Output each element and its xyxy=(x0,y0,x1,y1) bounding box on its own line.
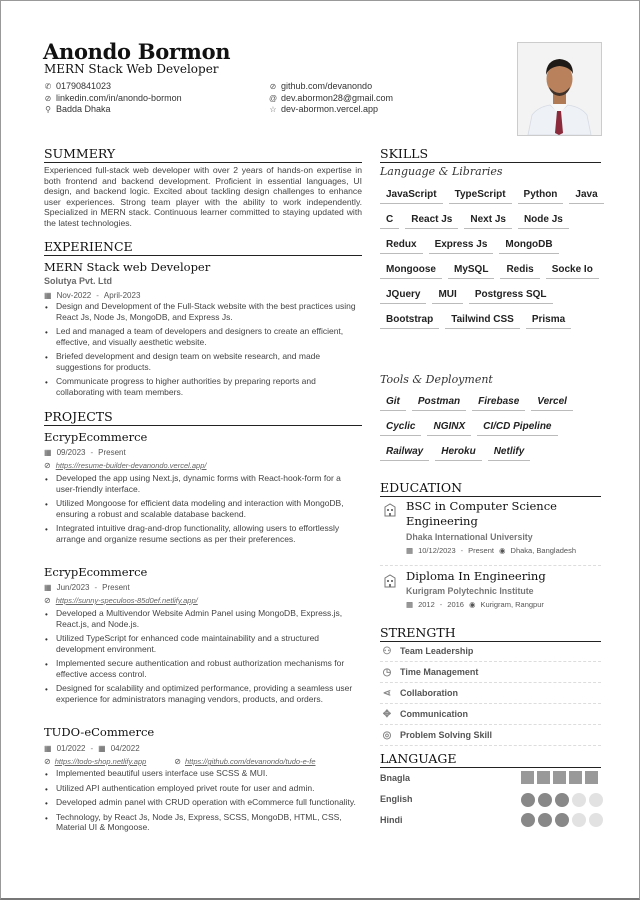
skill-tag: JQuery xyxy=(380,286,426,304)
strength-item xyxy=(380,704,601,725)
divider xyxy=(380,565,601,566)
project-dates xyxy=(44,583,130,592)
languages-subheading: Language & Libraries xyxy=(380,165,503,178)
skill-tag: Postman xyxy=(412,393,466,411)
date-separator: - xyxy=(90,448,94,457)
project-link[interactable]: https://resume-builder-devanondo.vercel.app/ xyxy=(55,461,207,470)
skill-tag: Socke Io xyxy=(546,261,599,279)
project-link[interactable]: https://todo-shop.netlify.app xyxy=(54,757,147,766)
date-separator: - xyxy=(90,744,94,753)
list-item: • Utilized Mongoose for efficient data modeling and interaction with MongoDB, ensuring a robust and scalable database backend. xyxy=(44,498,362,519)
list-item: • Briefed development and design team on website research, and made suggestions for products. xyxy=(44,351,362,372)
skill-tag: Redis xyxy=(500,261,539,279)
strength-item xyxy=(380,725,601,746)
skill-tag: React Js xyxy=(405,211,458,229)
broadcast-icon: ◎ xyxy=(382,729,392,741)
project-repo-link[interactable]: https://github.com/devanondo/tudo-e-fe xyxy=(185,757,316,766)
link-icon: ⊘ xyxy=(269,81,277,91)
edu-start: 10/12/2023 xyxy=(418,546,456,555)
skill-tag: Firebase xyxy=(472,393,525,411)
strength-item xyxy=(380,662,601,683)
edu-end: 2016 xyxy=(447,600,464,609)
skill-tag: Python xyxy=(518,186,564,204)
project-bullets xyxy=(44,608,362,708)
share-icon: ⋖ xyxy=(382,687,392,699)
level-indicator xyxy=(553,771,566,784)
language-level-bangla xyxy=(521,771,598,784)
level-indicator xyxy=(521,813,535,827)
location-icon: ◉ xyxy=(468,600,476,609)
calendar-icon: ▦ xyxy=(44,448,52,457)
level-indicator xyxy=(585,771,598,784)
strength-label: Communication xyxy=(400,709,469,719)
strength-heading: STRENGTH xyxy=(380,625,601,642)
edu-start: 2012 xyxy=(418,600,435,609)
level-indicator xyxy=(555,813,569,827)
avatar-illustration xyxy=(518,43,601,135)
language-heading: LANGUAGE xyxy=(380,751,601,768)
project-link-row[interactable] xyxy=(44,596,198,605)
strength-label: Team Leadership xyxy=(400,646,474,656)
contact-linkedin[interactable] xyxy=(44,93,182,103)
language-name: English xyxy=(380,794,413,804)
skill-tag: Express Js xyxy=(429,236,494,254)
date-separator: - xyxy=(94,583,98,592)
at-icon: @ xyxy=(269,93,278,103)
linkedin-link[interactable]: linkedin.com/in/anondo-bormon xyxy=(56,93,182,103)
list-item: • Communicate progress to higher authorities by preparing reports and collaborating with team members. xyxy=(44,376,362,397)
level-indicator xyxy=(538,813,552,827)
list-item: • Designed for scalability and optimized performance, providing a seamless user experience for administrators managing vendors, products, and orders. xyxy=(44,683,362,704)
skill-tag: MySQL xyxy=(448,261,494,279)
calendar-icon: ▦ xyxy=(44,291,52,300)
skill-tag: TypeScript xyxy=(449,186,512,204)
list-item: • Developed a Multivendor Website Admin Panel using MongoDB, Express.js, React.js, and Node.js. xyxy=(44,608,362,629)
contact-location xyxy=(44,104,111,114)
building-icon xyxy=(383,503,397,517)
strength-label: Time Management xyxy=(400,667,479,677)
project-link[interactable]: https://sunny-speculoos-85d0ef.netlify.app/ xyxy=(55,596,198,605)
project-title: EcrypEcommerce xyxy=(44,565,148,579)
summary-heading: SUMMERY xyxy=(44,146,362,163)
level-indicator xyxy=(572,793,586,807)
language-tags xyxy=(380,186,605,329)
phone-text: 01790841023 xyxy=(56,81,112,91)
project-end: Present xyxy=(98,448,126,457)
skill-tag: Cyclic xyxy=(380,418,421,436)
list-item: • Led and managed a team of developers and designers to create an efficient, effective, and visually aesthetic website. xyxy=(44,326,362,347)
level-indicator xyxy=(521,771,534,784)
calendar-icon: ▦ xyxy=(44,744,52,753)
list-item: • Utilized TypeScript for enhanced code maintainability and a structured development environment. xyxy=(44,633,362,654)
location-icon: ⚲ xyxy=(45,104,51,114)
strength-label: Collaboration xyxy=(400,688,458,698)
degree-title: Diploma In Engineering xyxy=(406,569,546,583)
skill-tag: Heroku xyxy=(435,443,481,461)
skill-tag: NGINX xyxy=(427,418,471,436)
skill-tag: Netlify xyxy=(488,443,531,461)
experience-bullets xyxy=(44,301,362,401)
skill-tag: Mongoose xyxy=(380,261,442,279)
level-indicator xyxy=(537,771,550,784)
education-heading: EDUCATION xyxy=(380,480,601,497)
school-name: Dhaka International University xyxy=(406,532,533,542)
level-indicator xyxy=(589,793,603,807)
location-icon: ◉ xyxy=(499,546,506,555)
project-dates xyxy=(44,448,126,457)
contact-website[interactable] xyxy=(269,104,378,114)
list-item: • Technology, by React Js, Node Js, Express, SCSS, MongoDB, HTML, CSS, Material UI & Mongoose. xyxy=(44,812,362,833)
github-link[interactable]: github.com/devanondo xyxy=(281,81,373,91)
clock-icon: ◷ xyxy=(382,666,392,678)
date-separator: - xyxy=(439,600,443,609)
date-separator: - xyxy=(460,546,464,555)
calendar-icon: ▦ xyxy=(98,744,106,753)
list-item: • Implemented beautiful users interface use SCSS & MUI. xyxy=(44,768,362,779)
edu-location: Dhaka, Bangladesh xyxy=(510,546,577,555)
phone-icon: ✆ xyxy=(44,81,52,91)
project-bullets xyxy=(44,473,362,548)
language-level-hindi xyxy=(521,813,603,827)
skill-tag: C xyxy=(380,211,399,229)
location-text: Badda Dhaka xyxy=(56,104,111,114)
candidate-role: MERN Stack Web Developer xyxy=(44,62,219,76)
skill-tag: Prisma xyxy=(526,311,571,329)
skill-tag: Vercel xyxy=(531,393,573,411)
language-name: Bnagla xyxy=(380,773,411,783)
skill-tag: Git xyxy=(380,393,406,411)
link-icon: ⊘ xyxy=(44,757,51,766)
project-dates xyxy=(44,744,140,753)
project-start: 09/2023 xyxy=(56,448,86,457)
list-item: • Utilized API authentication employed privet route for user and admin. xyxy=(44,783,362,794)
skill-tag: Java xyxy=(569,186,603,204)
level-indicator xyxy=(569,771,582,784)
job-end: April-2023 xyxy=(103,291,141,300)
email-link[interactable]: dev.abormon28@gmail.com xyxy=(281,93,394,103)
contact-phone xyxy=(44,81,111,91)
date-separator: - xyxy=(96,291,99,300)
list-item: • Design and Development of the Full-Stack website with the best practices using React Js, Node Js, MongoDB, and Express Js. xyxy=(44,301,362,322)
contact-github[interactable] xyxy=(269,81,372,91)
skill-tag: Next Js xyxy=(464,211,512,229)
skill-tag: Node Js xyxy=(518,211,569,229)
job-dates xyxy=(44,291,140,300)
skills-heading: SKILLS xyxy=(380,146,601,163)
level-indicator xyxy=(555,793,569,807)
skill-tag: Postgress SQL xyxy=(469,286,553,304)
link-icon: ⊘ xyxy=(44,596,51,605)
candidate-name: Anondo Bormon xyxy=(43,39,231,64)
list-item: • Integrated intuitive drag-and-drop functionality, allowing users to effortlessly arrange and organize resume sections as per their preferences. xyxy=(44,523,362,544)
skill-tag: MUI xyxy=(432,286,462,304)
project-start: 01/2022 xyxy=(56,744,86,753)
level-indicator xyxy=(521,793,535,807)
move-icon: ✥ xyxy=(382,708,392,720)
level-indicator xyxy=(538,793,552,807)
projects-heading: PROJECTS xyxy=(44,409,362,426)
project-start: Jun/2023 xyxy=(56,583,90,592)
experience-heading: EXPERIENCE xyxy=(44,239,362,256)
summary-text: Experienced full-stack web developer with over 2 years of hands-on expertise in both frontend and backend development. Proficient in essential languages, UI design, and backend logic. Excited about tackling design challenges to enhance user experiences. Strong team player with the ability to work independently. Specialized in MERN stack. Continuous learner committed to staying updated with the latest technologies. xyxy=(44,165,362,228)
link-icon: ⊘ xyxy=(44,93,52,103)
link-icon: ⊘ xyxy=(174,757,181,766)
calendar-icon: ▦ xyxy=(44,583,52,592)
project-end: 04/2022 xyxy=(110,744,140,753)
calendar-icon: ▦ xyxy=(406,600,414,609)
tool-tags xyxy=(380,393,605,461)
skill-tag: Redux xyxy=(380,236,423,254)
strength-item xyxy=(380,641,601,662)
edu-location: Kurigram, Rangpur xyxy=(480,600,544,609)
edu-end: Present xyxy=(468,546,494,555)
level-indicator xyxy=(589,813,603,827)
job-title: MERN Stack web Developer xyxy=(44,260,211,274)
user-icon: ⚇ xyxy=(382,645,392,657)
contact-email[interactable] xyxy=(269,93,393,103)
building-icon xyxy=(383,574,397,588)
strength-label: Problem Solving Skill xyxy=(400,730,493,740)
skill-tag: Bootstrap xyxy=(380,311,439,329)
list-item: • Developed the app using Next.js, dynamic forms with React-hook-form for a user-friendly interface. xyxy=(44,473,362,494)
skill-tag: JavaScript xyxy=(380,186,443,204)
project-link-row[interactable] xyxy=(44,461,207,470)
profile-photo xyxy=(517,42,602,136)
skill-tag: Tailwind CSS xyxy=(445,311,520,329)
project-end: Present xyxy=(102,583,130,592)
project-link-row[interactable] xyxy=(44,757,316,766)
school-name: Kurigram Polytechnic Institute xyxy=(406,586,534,596)
skill-tag: MongoDB xyxy=(499,236,558,254)
tools-subheading: Tools & Deployment xyxy=(380,373,493,386)
degree-title: BSC in Computer Science Engineering xyxy=(406,499,557,528)
list-item: • Implemented secure authentication and robust authorization mechanisms for effective access control. xyxy=(44,658,362,679)
list-item: • Developed admin panel with CRUD operation with eCommerce full functionality. xyxy=(44,797,362,808)
education-dates xyxy=(406,600,544,609)
calendar-icon: ▦ xyxy=(406,546,414,555)
skill-tag: Railway xyxy=(380,443,429,461)
project-title: TUDO-eCommerce xyxy=(44,725,155,739)
project-title: EcrypEcommerce xyxy=(44,430,148,444)
language-name: Hindi xyxy=(380,815,403,825)
project-bullets xyxy=(44,768,362,837)
website-link[interactable]: dev-abormon.vercel.app xyxy=(281,104,379,114)
language-level-english xyxy=(521,793,603,807)
education-dates xyxy=(406,546,576,555)
link-icon: ⊘ xyxy=(44,461,51,470)
skill-tag: CI/CD Pipeline xyxy=(477,418,557,436)
star-icon: ☆ xyxy=(269,104,277,114)
strength-item xyxy=(380,683,601,704)
level-indicator xyxy=(572,813,586,827)
company-name: Solutya Pvt. Ltd xyxy=(44,276,113,286)
job-start: Nov-2022 xyxy=(56,291,92,300)
